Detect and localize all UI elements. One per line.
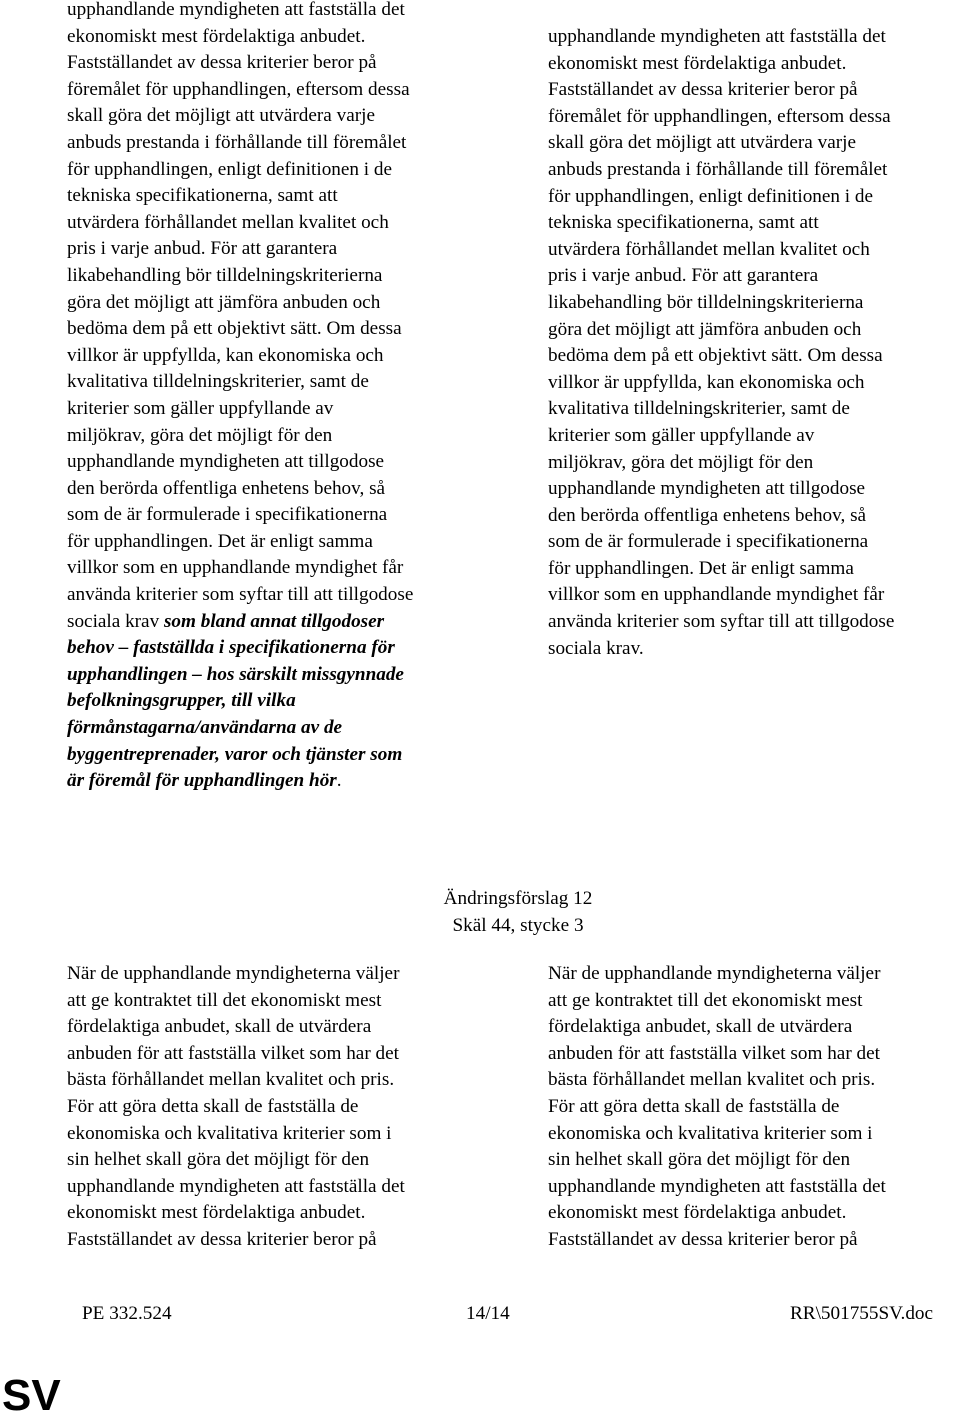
text-line xyxy=(67,24,487,51)
text-line: göra det möjligt att jämföra anbuden och xyxy=(548,318,862,340)
text-line xyxy=(67,582,487,609)
language-code: SV xyxy=(2,1371,61,1420)
text-line xyxy=(67,210,487,237)
text-line: sin helhet skall göra det möjligt för den xyxy=(548,1149,851,1171)
inserted-text-segment: behov – fastställda i specifikationerna för xyxy=(67,637,395,659)
text-segment: villkor som en upphandlande myndighet får xyxy=(67,557,404,579)
original-text-column-top xyxy=(67,0,487,795)
text-line: anbuden för att fastställa vilket som har det xyxy=(548,1042,880,1064)
inserted-text-segment: byggentreprenader, varor och tjänster som xyxy=(67,743,403,765)
text-line xyxy=(67,103,487,130)
text-segment: villkor är uppfyllda, kan ekonomiska och xyxy=(67,344,384,366)
text-line xyxy=(67,715,487,742)
text-line xyxy=(67,263,487,290)
text-line: tekniska specifikationerna, samt att xyxy=(548,212,819,234)
text-line: som de är formulerade i specifikationerna xyxy=(548,531,869,553)
text-line xyxy=(67,555,487,582)
text-line xyxy=(67,529,487,556)
inserted-text-segment: är föremål för upphandlingen hör xyxy=(67,770,337,792)
text-line: upphandlande myndigheten att fastställa det xyxy=(548,26,886,47)
text-line xyxy=(67,609,487,636)
text-segment: likabehandling bör tilldelningskriterierna xyxy=(67,264,383,286)
text-segment: skall göra det möjligt att utvärdera varje xyxy=(67,105,375,127)
text-line xyxy=(67,50,487,77)
text-line: När de upphandlande myndigheterna väljer xyxy=(548,963,881,984)
inserted-text-segment: förmånstagarna/användarna av de xyxy=(67,717,343,739)
text-line: anbuds prestanda i förhållande till föremålet xyxy=(548,158,888,180)
text-segment: utvärdera förhållandet mellan kvalitet och xyxy=(67,211,389,233)
text-line: Fastställandet av dessa kriterier beror på xyxy=(67,1228,377,1250)
text-segment: pris i varje anbud. För att garantera xyxy=(67,238,338,260)
text-line xyxy=(67,396,487,423)
text-line xyxy=(67,157,487,184)
text-segment: ekonomiskt mest fördelaktiga anbudet. xyxy=(67,25,366,47)
text-line xyxy=(67,502,487,529)
text-line xyxy=(67,768,487,795)
text-line: sociala krav. xyxy=(548,637,644,659)
text-line xyxy=(67,449,487,476)
text-segment: som de är formulerade i specifikationerna xyxy=(67,504,388,526)
text-segment: bedöma dem på ett objektivt sätt. Om dessa xyxy=(67,318,402,340)
text-segment: kvalitativa tilldelningskriterier, samt de xyxy=(67,371,369,393)
text-line: att ge kontraktet till det ekonomiskt mest xyxy=(67,989,382,1011)
text-line xyxy=(67,130,487,157)
text-line: upphandlande myndigheten att fastställa det xyxy=(67,1175,405,1197)
text-line: Fastställandet av dessa kriterier beror på xyxy=(548,1228,858,1250)
original-text-column-bottom xyxy=(67,961,487,1254)
footer-document-name: RR\501755SV.doc xyxy=(790,1303,934,1324)
text-line: för upphandlingen. Det är enligt samma xyxy=(548,557,854,579)
inserted-text-segment: som bland annat tillgodoser xyxy=(163,610,385,632)
text-line: ekonomiskt mest fördelaktiga anbudet. xyxy=(67,1202,366,1224)
text-line: För att göra detta skall de fastställa de xyxy=(67,1095,359,1117)
text-line: den berörda offentliga enhetens behov, så xyxy=(548,504,867,526)
text-segment: upphandlande myndigheten att tillgodose xyxy=(67,451,385,473)
text-line: ekonomiskt mest fördelaktiga anbudet. xyxy=(548,1202,847,1224)
text-line xyxy=(67,423,487,450)
text-line xyxy=(67,662,487,689)
text-line: utvärdera förhållandet mellan kvalitet och xyxy=(548,238,870,260)
text-segment: använda kriterier som syftar till att tillgodose xyxy=(67,584,414,606)
text-line: villkor är uppfyllda, kan ekonomiska och xyxy=(548,371,865,393)
text-line xyxy=(67,369,487,396)
amended-text-column-bottom xyxy=(548,961,960,1254)
text-line: kvalitativa tilldelningskriterier, samt de xyxy=(548,398,850,420)
text-line: anbuden för att fastställa vilket som har det xyxy=(67,1042,399,1064)
text-line: för upphandlingen, enligt definitionen i de xyxy=(548,185,874,207)
text-line: pris i varje anbud. För att garantera xyxy=(548,265,819,287)
text-line xyxy=(67,635,487,662)
text-line: villkor som en upphandlande myndighet får xyxy=(548,584,885,606)
text-line: miljökrav, göra det möjligt för den xyxy=(548,451,814,473)
text-line: För att göra detta skall de fastställa de xyxy=(548,1095,840,1117)
text-line xyxy=(67,476,487,503)
text-segment: kriterier som gäller uppfyllande av xyxy=(67,397,334,419)
text-line xyxy=(67,236,487,263)
text-segment: miljökrav, göra det möjligt för den xyxy=(67,424,333,446)
text-segment: anbuds prestanda i förhållande till föremålet xyxy=(67,131,407,153)
text-line: föremålet för upphandlingen, eftersom dessa xyxy=(548,105,891,127)
text-line: likabehandling bör tilldelningskriterierna xyxy=(548,291,864,313)
text-line xyxy=(67,183,487,210)
text-segment: för upphandlingen, enligt definitionen i de xyxy=(67,158,393,180)
text-line: upphandlande myndigheten att tillgodose xyxy=(548,478,866,500)
text-line: ekonomiska och kvalitativa kriterier som i xyxy=(67,1122,392,1144)
text-segment: den berörda offentliga enhetens behov, så xyxy=(67,477,386,499)
text-line xyxy=(67,290,487,317)
text-line: sin helhet skall göra det möjligt för den xyxy=(67,1149,370,1171)
text-line: När de upphandlande myndigheterna väljer xyxy=(67,963,400,984)
text-line: att ge kontraktet till det ekonomiskt mest xyxy=(548,989,863,1011)
text-line: fördelaktiga anbudet, skall de utvärdera xyxy=(548,1016,853,1038)
amended-text-column-top xyxy=(548,24,960,662)
text-segment: göra det möjligt att jämföra anbuden och xyxy=(67,291,381,313)
footer-reference: PE 332.524 xyxy=(82,1303,172,1324)
text-line xyxy=(67,0,487,24)
text-segment: sociala krav xyxy=(67,610,164,632)
text-segment: tekniska specifikationerna, samt att xyxy=(67,185,338,207)
text-line: använda kriterier som syftar till att tillgodose xyxy=(548,611,895,633)
text-line: upphandlande myndigheten att fastställa det xyxy=(548,1175,886,1197)
text-line xyxy=(67,316,487,343)
footer-page-number: 14/14 xyxy=(466,1303,510,1324)
text-line xyxy=(67,742,487,769)
text-line: bedöma dem på ett objektivt sätt. Om dessa xyxy=(548,345,883,367)
text-line: Fastställandet av dessa kriterier beror på xyxy=(548,79,858,101)
text-line: ekonomiska och kvalitativa kriterier som i xyxy=(548,1122,873,1144)
text-line xyxy=(67,77,487,104)
inserted-text-segment: upphandlingen – hos särskilt missgynnade xyxy=(67,663,404,685)
text-line: kriterier som gäller uppfyllande av xyxy=(548,424,815,446)
text-line: fördelaktiga anbudet, skall de utvärdera xyxy=(67,1016,372,1038)
text-line: bästa förhållandet mellan kvalitet och pris. xyxy=(548,1069,876,1091)
amendment-subtitle: Skäl 44, stycke 3 xyxy=(452,914,584,936)
amendment-heading xyxy=(0,886,960,939)
text-segment: . xyxy=(336,770,342,792)
text-segment: upphandlande myndigheten att fastställa det xyxy=(67,0,405,20)
inserted-text-segment: befolkningsgrupper, till vilka xyxy=(67,690,296,712)
text-segment: Fastställandet av dessa kriterier beror på xyxy=(67,52,377,74)
text-line xyxy=(67,688,487,715)
amendment-title: Ändringsförslag 12 xyxy=(443,888,593,909)
text-line: bästa förhållandet mellan kvalitet och pris. xyxy=(67,1069,395,1091)
text-line: skall göra det möjligt att utvärdera varje xyxy=(548,132,856,154)
text-segment: för upphandlingen. Det är enligt samma xyxy=(67,530,373,552)
text-segment: föremålet för upphandlingen, eftersom dessa xyxy=(67,78,410,100)
text-line: ekonomiskt mest fördelaktiga anbudet. xyxy=(548,52,847,74)
text-line xyxy=(67,343,487,370)
